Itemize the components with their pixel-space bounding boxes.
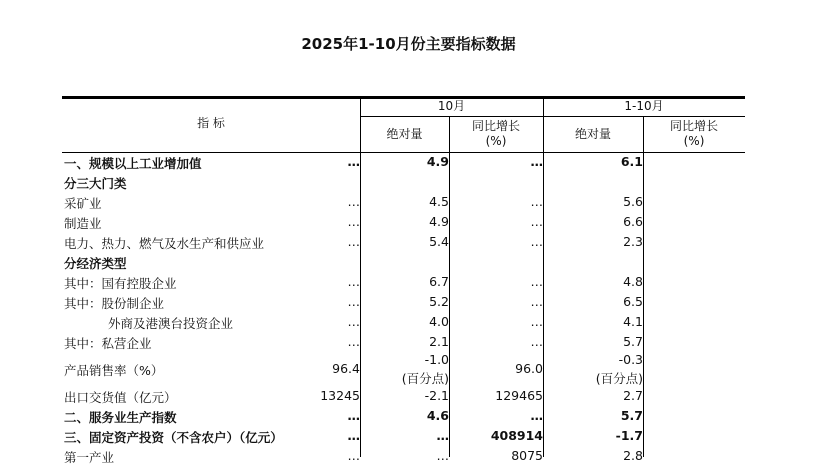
row-label: 三、固定资产投资（不含农户）（亿元）	[64, 430, 283, 445]
cell-value: 4.9	[429, 214, 449, 229]
header-divider	[360, 116, 745, 117]
cell-value: 4.0	[429, 314, 449, 329]
row-label: 第一产业	[64, 450, 115, 465]
table-row	[62, 232, 745, 252]
cell-value: 96.4	[332, 361, 360, 376]
cell-value: …	[347, 154, 360, 169]
cell-value: …	[530, 314, 543, 329]
page-title: 2025年1-10月份主要指标数据	[301, 35, 516, 53]
cell-value: 2.3	[623, 234, 643, 249]
header-period-october: 10月	[437, 99, 466, 113]
table-row	[62, 352, 745, 386]
cell-value: -2.1	[424, 388, 449, 403]
row-label: 出口交货值（亿元）	[64, 390, 177, 405]
yoy-unit: (%)	[485, 134, 507, 148]
cell-value: …	[347, 428, 360, 443]
cell-value: 4.1	[623, 314, 643, 329]
row-label: 一、规模以上工业增加值	[64, 156, 202, 171]
cell-value: 5.4	[429, 234, 449, 249]
cell-value: …	[530, 408, 543, 423]
cell-value: …	[347, 334, 360, 349]
row-label: 制造业	[64, 216, 102, 231]
cell-value: 2.7	[623, 388, 643, 403]
cell-value: 5.6	[623, 194, 643, 209]
cell-value: …	[436, 428, 449, 443]
row-label: 产品销售率（%）	[64, 363, 164, 378]
indicator-table	[62, 96, 745, 465]
cell-value: 13245	[320, 388, 360, 403]
cell-value: …	[530, 194, 543, 209]
cell-value: …	[347, 294, 360, 309]
cell-unit-note: (百分点)	[595, 371, 643, 386]
yoy-label: 同比增长	[471, 119, 520, 133]
table-row	[62, 292, 745, 312]
cell-value: …	[347, 234, 360, 249]
cell-value: 6.1	[620, 154, 643, 169]
cell-value: …	[530, 274, 543, 289]
cell-value: 96.0	[515, 361, 543, 376]
row-label: 分经济类型	[64, 256, 127, 271]
cell-value: …	[530, 214, 543, 229]
yoy-unit: (%)	[683, 134, 705, 148]
header-abs-1: 绝对量	[386, 127, 423, 141]
cell-value: …	[347, 274, 360, 289]
header-yoy-1	[449, 119, 543, 149]
yoy-label: 同比增长	[669, 119, 718, 133]
cell-unit-note: (百分点)	[401, 371, 449, 386]
header-abs-2: 绝对量	[574, 127, 611, 141]
row-label: 外商及港澳台投资企业	[108, 316, 234, 331]
table-row	[62, 172, 745, 192]
row-label: 分三大门类	[64, 176, 127, 191]
cell-value: 8075	[511, 448, 543, 463]
cell-value: -1.0	[424, 352, 449, 367]
cell-value: 5.7	[620, 408, 643, 423]
cell-value: 2.8	[623, 448, 643, 463]
cell-value: 4.9	[426, 154, 449, 169]
cell-value: …	[530, 334, 543, 349]
table-row	[62, 446, 745, 466]
cell-value: …	[347, 194, 360, 209]
table-row	[62, 152, 745, 172]
cell-value: …	[347, 314, 360, 329]
table-row	[62, 192, 745, 212]
row-label: 电力、热力、燃气及水生产和供应业	[64, 236, 265, 251]
cell-value: 6.6	[623, 214, 643, 229]
table-row	[62, 406, 745, 426]
table-row	[62, 426, 745, 446]
header-period-jan-oct: 1-10月	[624, 99, 664, 113]
row-label: 其中：私营企业	[64, 336, 152, 351]
header-yoy-2	[643, 119, 745, 149]
table-row	[62, 252, 745, 272]
cell-value: 4.8	[623, 274, 643, 289]
cell-value: …	[347, 408, 360, 423]
table-row	[62, 212, 745, 232]
row-label: 采矿业	[64, 196, 102, 211]
cell-value: -1.7	[615, 428, 643, 443]
table-row	[62, 312, 745, 332]
cell-value: 5.7	[623, 334, 643, 349]
cell-value: 4.5	[429, 194, 449, 209]
row-label: 其中：股份制企业	[64, 296, 165, 311]
header-indicator: 指 标	[197, 116, 225, 130]
cell-value: 129465	[495, 388, 543, 403]
cell-value: 6.5	[623, 294, 643, 309]
cell-value: 6.7	[429, 274, 449, 289]
row-label: 二、服务业生产指数	[64, 410, 177, 425]
cell-value: 408914	[490, 428, 543, 443]
cell-value: …	[436, 448, 449, 463]
cell-value: -0.3	[618, 352, 643, 367]
cell-value: …	[347, 214, 360, 229]
cell-value: 2.1	[429, 334, 449, 349]
table-row	[62, 272, 745, 292]
table-row	[62, 332, 745, 352]
cell-value: …	[347, 448, 360, 463]
cell-value: 5.2	[429, 294, 449, 309]
cell-value: …	[530, 234, 543, 249]
table-row	[62, 386, 745, 406]
row-label: 其中：国有控股企业	[64, 276, 177, 291]
cell-value: …	[530, 154, 543, 169]
cell-value: …	[530, 294, 543, 309]
cell-value: 4.6	[426, 408, 449, 423]
